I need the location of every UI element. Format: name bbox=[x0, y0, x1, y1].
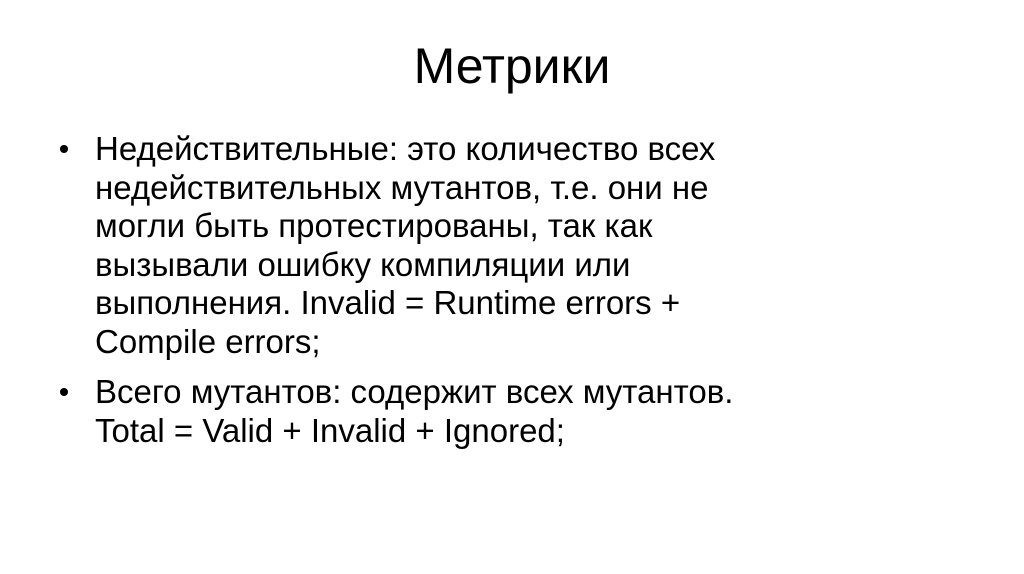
bullet-line: недействительных мутантов, т.е. они не bbox=[95, 168, 709, 206]
bullet-line: могли быть протестированы, так как bbox=[95, 207, 653, 244]
bullet-line: Total = Valid + Invalid + Ignored; bbox=[95, 411, 565, 449]
bullet-item-total bbox=[58, 373, 978, 450]
bullet-dot-icon bbox=[58, 373, 70, 412]
bullet-dot-icon bbox=[58, 130, 70, 169]
bullet-line: Недействительные: это количество всех bbox=[95, 130, 716, 167]
bullet-line: Compile errors; bbox=[95, 322, 321, 360]
bullet-line: вызывали ошибку компиляции или bbox=[95, 245, 631, 283]
bullet-text bbox=[95, 130, 978, 361]
bullet-line: выполнения. Invalid = Runtime errors + bbox=[95, 284, 681, 321]
bullet-text bbox=[95, 373, 978, 450]
bullet-list bbox=[58, 130, 978, 462]
bullet-item-invalid bbox=[58, 130, 978, 361]
slide-title: Метрики bbox=[413, 38, 611, 94]
bullet-line: Всего мутантов: содержит всех мутантов. bbox=[95, 373, 734, 410]
